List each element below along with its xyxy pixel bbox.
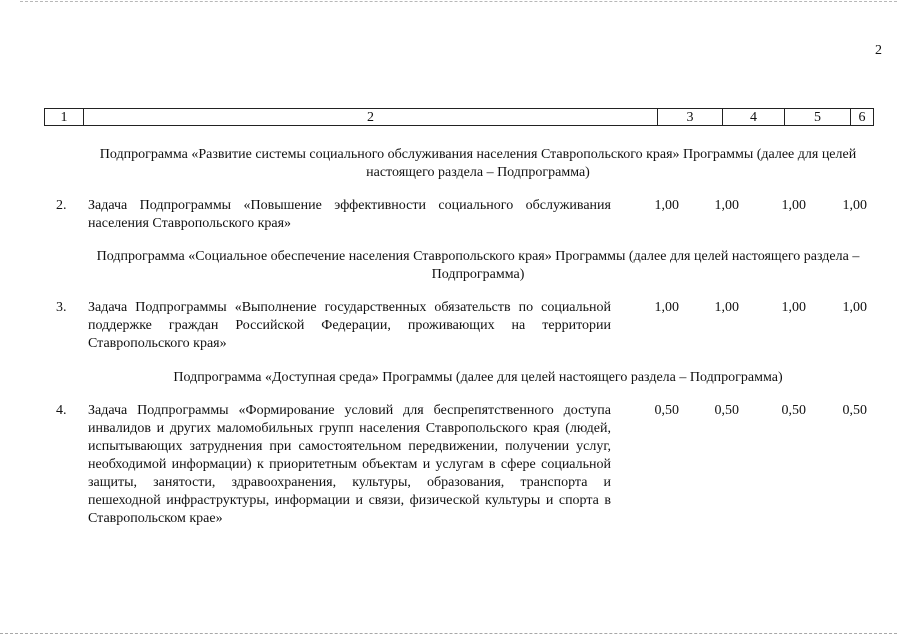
row-number: 3. bbox=[56, 300, 67, 315]
value-col-6: 0,50 bbox=[842, 403, 867, 418]
header-cell-2: 2 bbox=[83, 109, 657, 125]
subprogram-heading: Подпрограмма «Развитие системы социального обслуживания населения Ставропольского края» Программы (далее для целей настоящего раздела – Подпрограмма) bbox=[99, 147, 857, 180]
value-col-3: 1,00 bbox=[654, 198, 679, 213]
row-number: 2. bbox=[56, 198, 67, 213]
value-col-4: 1,00 bbox=[714, 300, 739, 315]
header-cell-4: 4 bbox=[722, 109, 784, 125]
value-col-5: 0,50 bbox=[781, 403, 806, 418]
table-header-row bbox=[44, 108, 874, 126]
scan-edge-top bbox=[20, 1, 897, 2]
row-number: 4. bbox=[56, 403, 67, 418]
value-col-3: 1,00 bbox=[654, 300, 679, 315]
subprogram-heading: Подпрограмма «Доступная среда» Программы (далее для целей настоящего раздела – Подпрограмма) bbox=[173, 370, 783, 385]
task-text: Задача Подпрограммы «Формирование условий для беспрепятственного доступа инвалидов и других маломобильных групп населения Ставропольского края (людей, испытывающих затруднения при самостоятельном передвижении, получении услуг, необходимой информации) к приоритетным объектам и услугам в сфере социальной защиты, занятости, здравоохранения, культуры, образования, транспорта и пешеходной инфраструктуры, информации и связи, физической культуры и спорта в Ставропольском крае» bbox=[88, 403, 611, 526]
value-col-6: 1,00 bbox=[842, 300, 867, 315]
header-cell-1: 1 bbox=[60, 110, 68, 125]
scan-edge-bottom bbox=[0, 633, 897, 634]
value-col-5: 1,00 bbox=[781, 300, 806, 315]
value-col-4: 1,00 bbox=[714, 198, 739, 213]
subprogram-heading: Подпрограмма «Социальное обеспечение населения Ставропольского края» Программы (далее для целей настоящего раздела – Подпрограмма) bbox=[96, 249, 860, 282]
value-col-6: 1,00 bbox=[842, 198, 867, 213]
header-cell-3: 3 bbox=[657, 109, 722, 125]
header-cell-5: 5 bbox=[784, 109, 850, 125]
header-cell-6: 6 bbox=[850, 109, 873, 125]
value-col-5: 1,00 bbox=[781, 198, 806, 213]
page-number: 2 bbox=[875, 43, 882, 58]
task-text: Задача Подпрограммы «Повышение эффективности социального обслуживания населения Ставропольского края» bbox=[88, 198, 611, 231]
value-col-3: 0,50 bbox=[654, 403, 679, 418]
value-col-4: 0,50 bbox=[714, 403, 739, 418]
task-text: Задача Подпрограммы «Выполнение государственных обязательств по социальной поддержке граждан Российской Федерации, проживающих на территории Ставропольского края» bbox=[88, 300, 611, 351]
